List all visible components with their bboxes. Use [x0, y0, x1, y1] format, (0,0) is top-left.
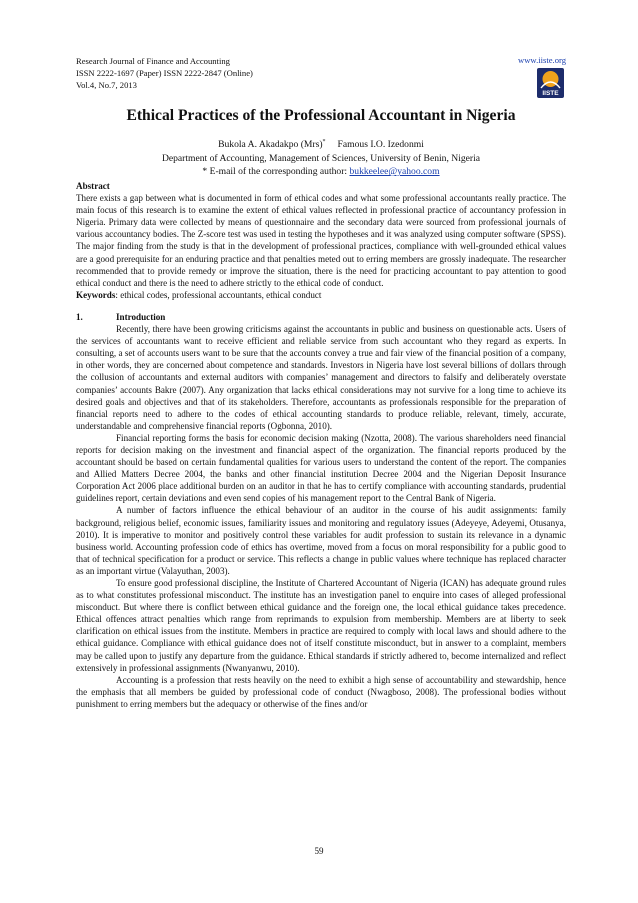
author-2: Famous I.O. Izedonmi: [337, 139, 424, 151]
journal-url[interactable]: www.iiste.org: [518, 55, 566, 65]
email-link[interactable]: bukkeelee@yahoo.com: [349, 166, 440, 178]
section-title: Introduction: [116, 311, 166, 322]
affiliation: Department of Accounting, Management of Sciences, University of Benin, Nigeria: [161, 152, 481, 164]
author-line: [76, 136, 566, 152]
section-number: 1.: [76, 311, 83, 322]
iiste-logo: [537, 68, 564, 98]
corresponding-mark: *: [322, 139, 326, 145]
intro-paragraph-3: A number of factors influence the ethical behaviour of an auditor in the course of his audit assignments: family background, religious belief, economic issues, familiarity issues and monitoring and regulatory issues (Adeyeye, Adeyemi, Otusanya, 2010). It is imperative to monitor and positively control these variables for audit profession to sustain its relevance in a dynamic business world. Accounting profession code of ethics has overtime, moved from a focus on moral responsibility for a public good to that of technical specification for a product or service. This reflects a change in public values where technique has replaced character as an important virtue (Valayuthan, 2003).: [76, 505, 566, 576]
journal-header: [76, 55, 253, 91]
page-number: 59: [314, 846, 324, 856]
author-1: Bukola A. Akadakpo (Mrs): [218, 139, 323, 151]
paper-title: Ethical Practices of the Professional Accountant in Nigeria: [126, 107, 516, 124]
iiste-logo-icon: [537, 68, 564, 98]
intro-paragraph-5: Accounting is a profession that rests heavily on the need to exhibit a high sense of accountability and stewardship, hence the emphasis that all members be guided by professional code of conduct (Nwagboso, 2008). The professional bodies without punishment to erring members but the adequacy or otherwise of the fines and/or: [76, 674, 566, 709]
author-block: [76, 136, 566, 179]
abstract-text: There exists a gap between what is documented in form of ethical codes and what some professional accountants really practice. The main focus of this research is to examine the extent of ethical values reflected in professional practice of accountancy profession in Nigeria. Primary data were collected by means of questionnaire and the secondary data were sourced from professional journals of various accountancy bodies. The Z-score test was used in testing the hypotheses and it was analyzed using computer software (SPSS). The major finding from the study is that in the development of professional practices, compliance with well-grounded ethical values are a good prerequisite for an enduring practice and that penalties meted out to erring members are grossly inadequate. The researcher recommended that to provide remedy or improve the situation, there is the need for practicing accountant to pay attention to good ethical conduct and there is the need to adhere strictly to the ethical code of conduct.: [76, 193, 566, 288]
paper-body: [76, 180, 566, 710]
intro-paragraph-4: To ensure good professional discipline, the Institute of Chartered Accountant of Nigeria (ICAN) has adequate ground rules as to what constitutes professional misconduct. The institute has an investigation panel to enquire into cases of alleged professional misconduct. But where there is conflict between ethical guidance and the foreign one, the local ethical guidance takes precedence. Ethical offences attract penalties which range from reprimands to expulsion from membership. Members are at liberty to seek clarification on ethical issues from the institute. Members in practice are required to comply with local laws and should adhere to the ethical guidance. Compliance with ethical guidance does not of itself constitute misconduct, but in answer to a complaint, members may be called upon to justify any departure from the guidance. Ethical standards if strictly adhered to, become internalized and reflect extensively in professional assignments (Nwanyanwu, 2010).: [76, 578, 566, 673]
keywords-text: : ethical codes, professional accountants, ethical conduct: [115, 289, 322, 300]
keywords-label: Keywords: [76, 289, 116, 300]
journal-name: Research Journal of Finance and Accounting: [76, 56, 230, 66]
abstract-heading: Abstract: [76, 181, 110, 191]
section-heading: [76, 311, 566, 323]
intro-paragraph-1: Recently, there have been growing criticisms against the accountants in public and business on questionable acts. Users of the services of accountants want to receive efficient and reliable service from such accountant who they regard as experts. In consulting, a set of accounts users want to be sure that the accounts convey a true and fair view of the financial position of a company, in other words, they are concerned about competence and standards. Investors in Nigeria have lost several billions of dollars through the collusion of accountants and external auditors with companies’ management and directors to falsify and deliberately overstate companies’ accounts Bakre (2007). Any organization that lacks ethical considerations may not survive for a long time to achieve its desired goals and objectives and that of its stakeholders. Therefore, accountants as professionals responsible for the preparation of financial reports need to adhere to the codes of ethical accounting standards to produce reliable, relevant, timely, accurate, understandable and comprehensive financial reports (Ogbonna, 2010).: [76, 324, 566, 431]
journal-volume: Vol.4, No.7, 2013: [76, 80, 137, 90]
email-line: [76, 165, 566, 179]
email-prefix: * E-mail of the corresponding author:: [202, 166, 350, 178]
intro-paragraph-2: Financial reporting forms the basis for economic decision making (Nzotta, 2008). The various shareholders need financial reports for decision making on the investment and financial aspect of the organization. The financial reports produced by the accountant should be based on certain fundamental qualities for various users to understand the content of the report. The companies and Allied Matters Decree 2004, the banks and other financial institution Decree 2004 and the Nigerian Deposit Insurance Corporation Act 2006 place additional burden on an auditor in that he has to certify compliance with accounting standards, prudential guidelines report, certain deviations and even send copies of his management report to the Central Bank of Nigeria.: [76, 432, 566, 504]
logo-text: IISTE: [542, 90, 559, 97]
journal-issn: ISSN 2222-1697 (Paper) ISSN 2222-2847 (Online): [76, 68, 253, 78]
keywords-line: [76, 289, 566, 301]
